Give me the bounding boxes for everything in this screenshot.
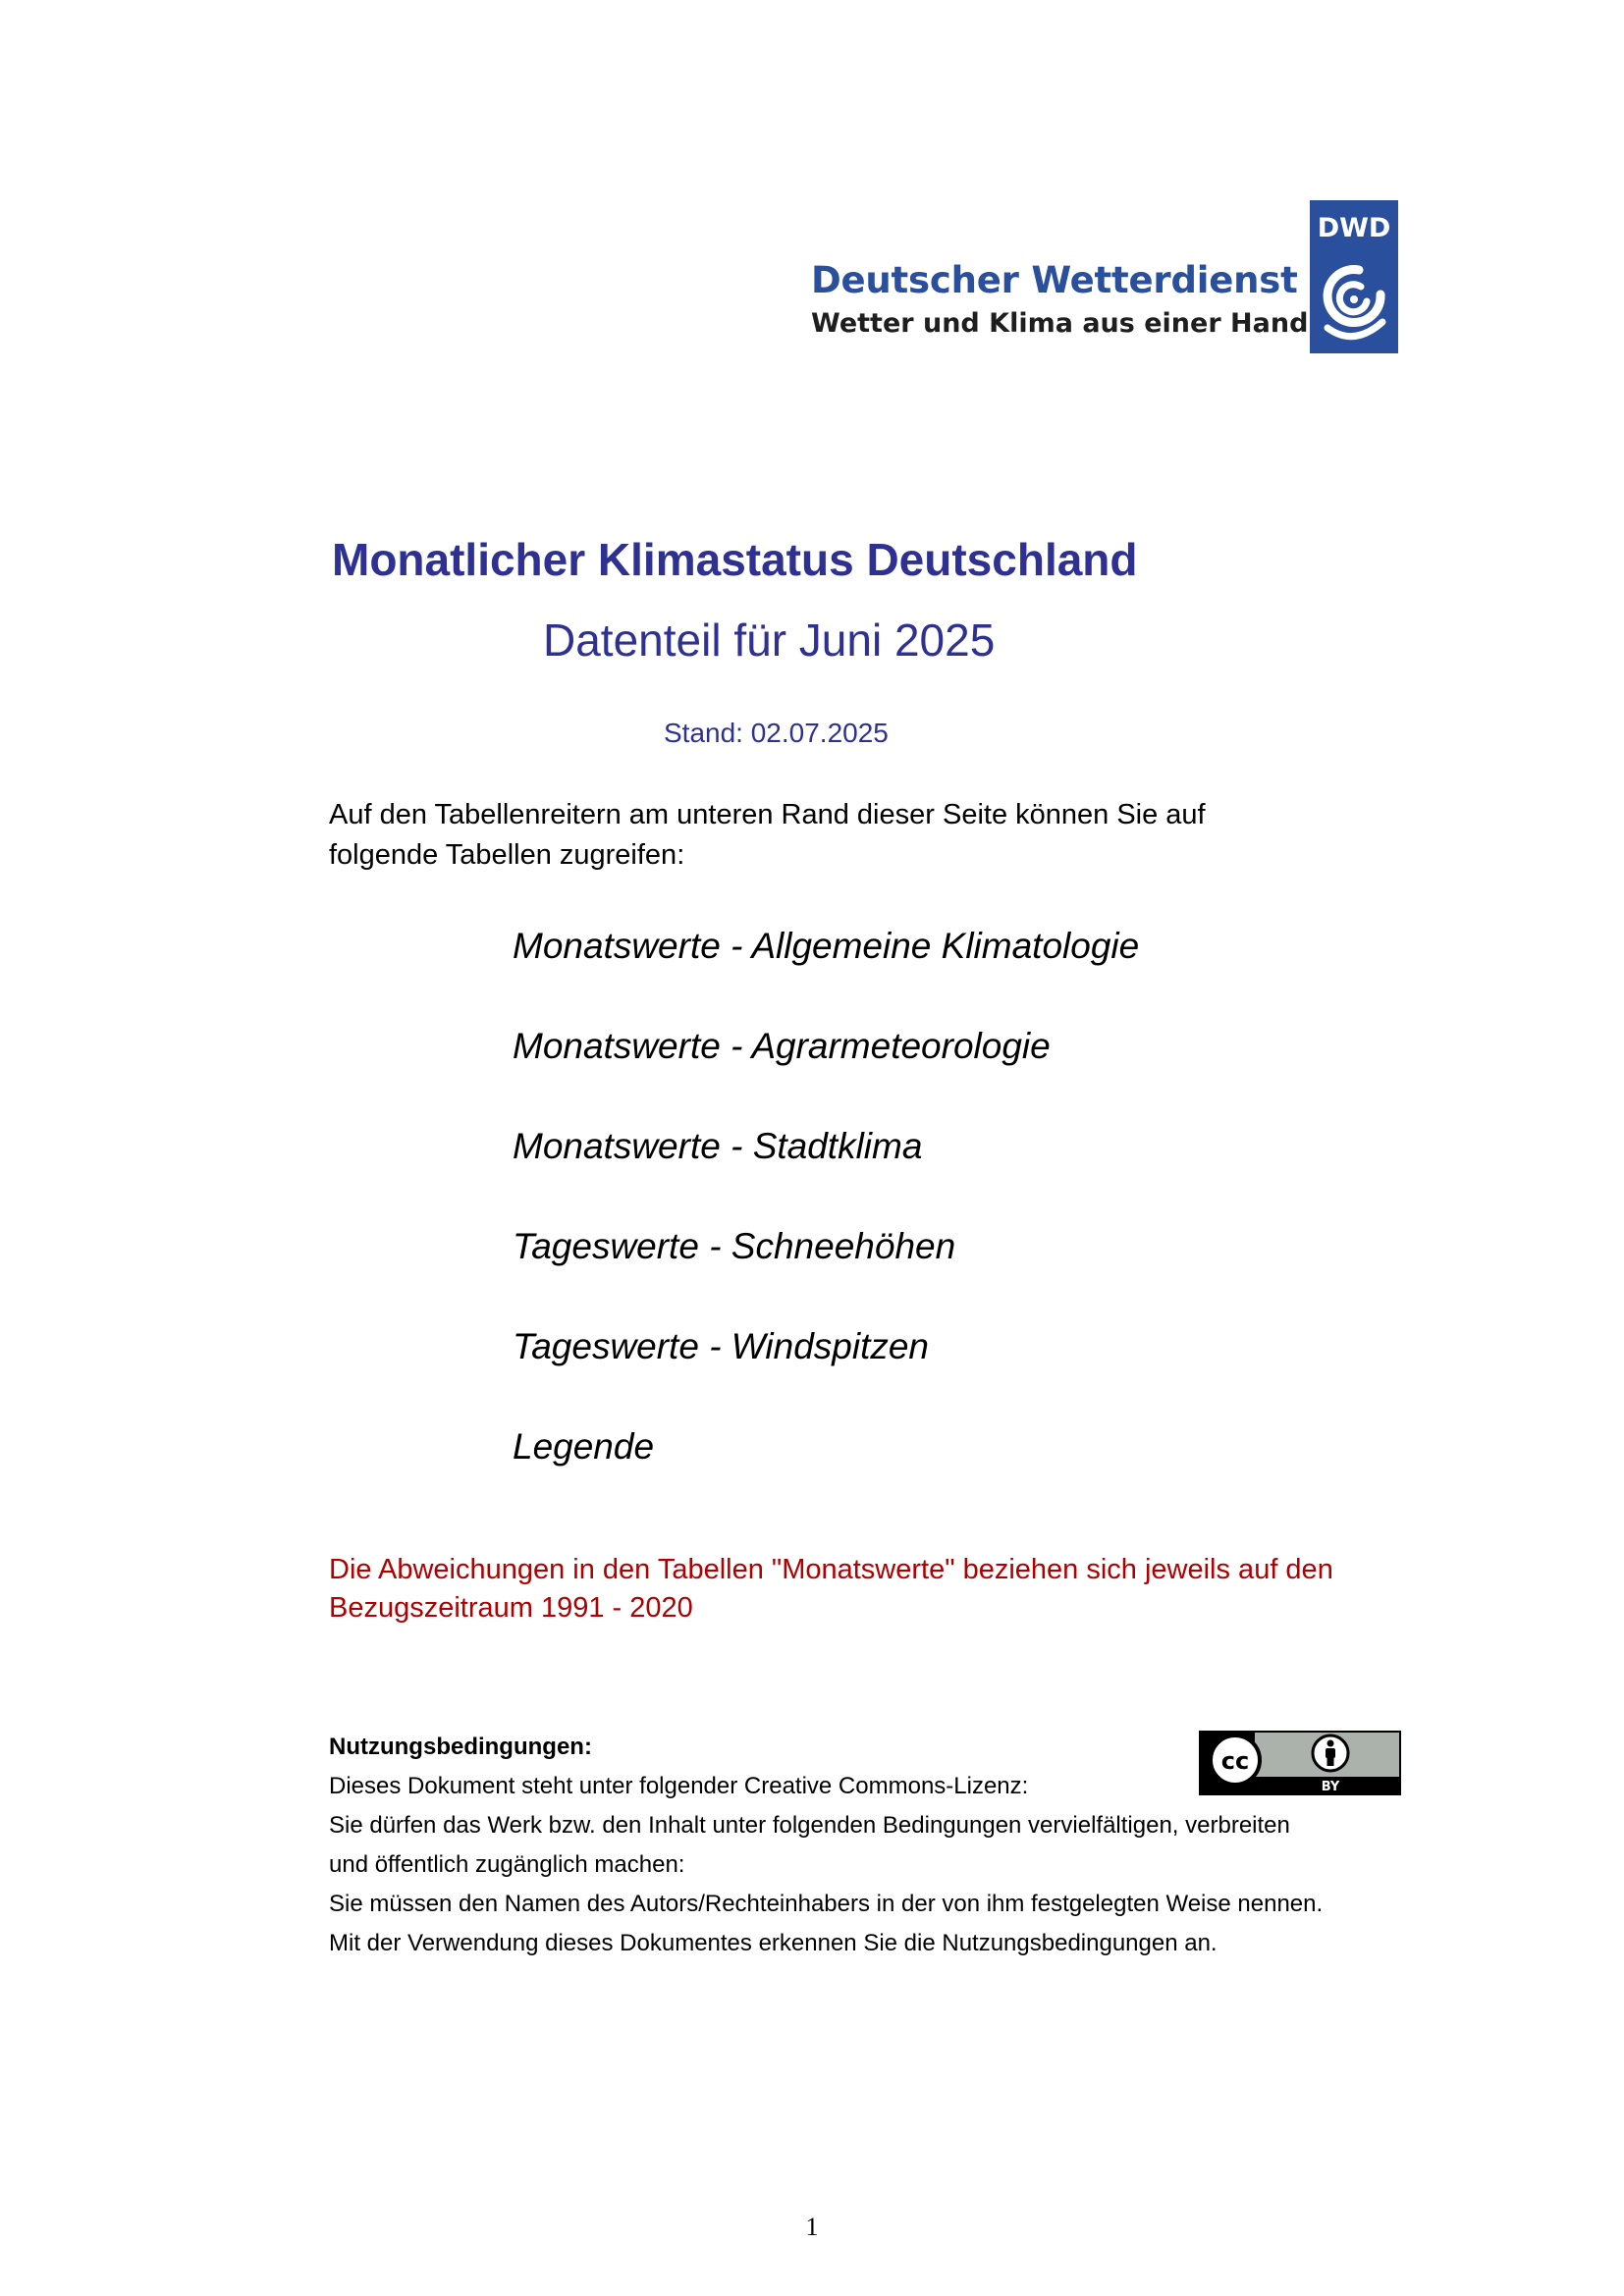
reference-period-note: [329, 1551, 1333, 1628]
sheet-link-stadtklima[interactable]: Monatswerte - Stadtklima: [513, 1126, 923, 1166]
intro-line-2: folgende Tabellen zugreifen:: [329, 839, 685, 871]
logo-slogan: Wetter und Klima aus einer Hand: [811, 308, 1309, 339]
intro-text: [329, 795, 1311, 876]
terms-of-use: [329, 1728, 1323, 1963]
dwd-logo-text: [811, 257, 1309, 342]
terms-line: Sie müssen den Namen des Autors/Rechteinhabers in der von ihm festgelegten Weise nennen.: [329, 1891, 1324, 1917]
terms-line: Sie dürfen das Werk bzw. den Inhalt unter folgenden Bedingungen vervielfältigen, verbreiten: [329, 1812, 1290, 1839]
sheet-link-agrarmeteorologie[interactable]: Monatswerte - Agrarmeteorologie: [513, 1026, 1051, 1066]
cc-by-icon[interactable]: [1199, 1731, 1401, 1795]
cc-label: cc: [1220, 1747, 1250, 1775]
sheet-list: [513, 923, 1139, 1523]
terms-line: und öffentlich zugänglich machen:: [329, 1851, 685, 1878]
sheet-link-windspitzen[interactable]: Tageswerte - Windspitzen: [513, 1326, 930, 1366]
logo-name: Deutscher Wetterdienst: [811, 259, 1298, 301]
page-subtitle: Datenteil für Juni 2025: [543, 614, 996, 666]
dwd-logo-icon: [1310, 200, 1398, 353]
terms-line: Mit der Verwendung dieses Dokumentes erkennen Sie die Nutzungsbedingungen an.: [329, 1930, 1218, 1956]
intro-line-1: Auf den Tabellenreitern am unteren Rand dieser Seite können Sie auf: [329, 799, 1206, 830]
sheet-link-allgemeine-klimatologie[interactable]: Monatswerte - Allgemeine Klimatologie: [513, 926, 1140, 966]
sheet-link-schneehoehen[interactable]: Tageswerte - Schneehöhen: [513, 1226, 956, 1266]
page-number: 1: [805, 2213, 819, 2241]
by-label: BY: [1321, 1780, 1340, 1794]
terms-line: Dieses Dokument steht unter folgender Creative Commons-Lizenz:: [329, 1773, 1029, 1799]
sheet-link-legende[interactable]: Legende: [513, 1426, 655, 1467]
logo-abbreviation: DWD: [1317, 213, 1391, 243]
note-line-1: Die Abweichungen in den Tabellen "Monatswerte" beziehen sich jeweils auf den: [329, 1554, 1333, 1585]
note-line-2: Bezugszeitraum 1991 - 2020: [329, 1592, 693, 1624]
page-title: Monatlicher Klimastatus Deutschland: [332, 534, 1138, 585]
stand-date: Stand: 02.07.2025: [664, 718, 889, 748]
terms-heading: Nutzungsbedingungen:: [329, 1734, 592, 1760]
